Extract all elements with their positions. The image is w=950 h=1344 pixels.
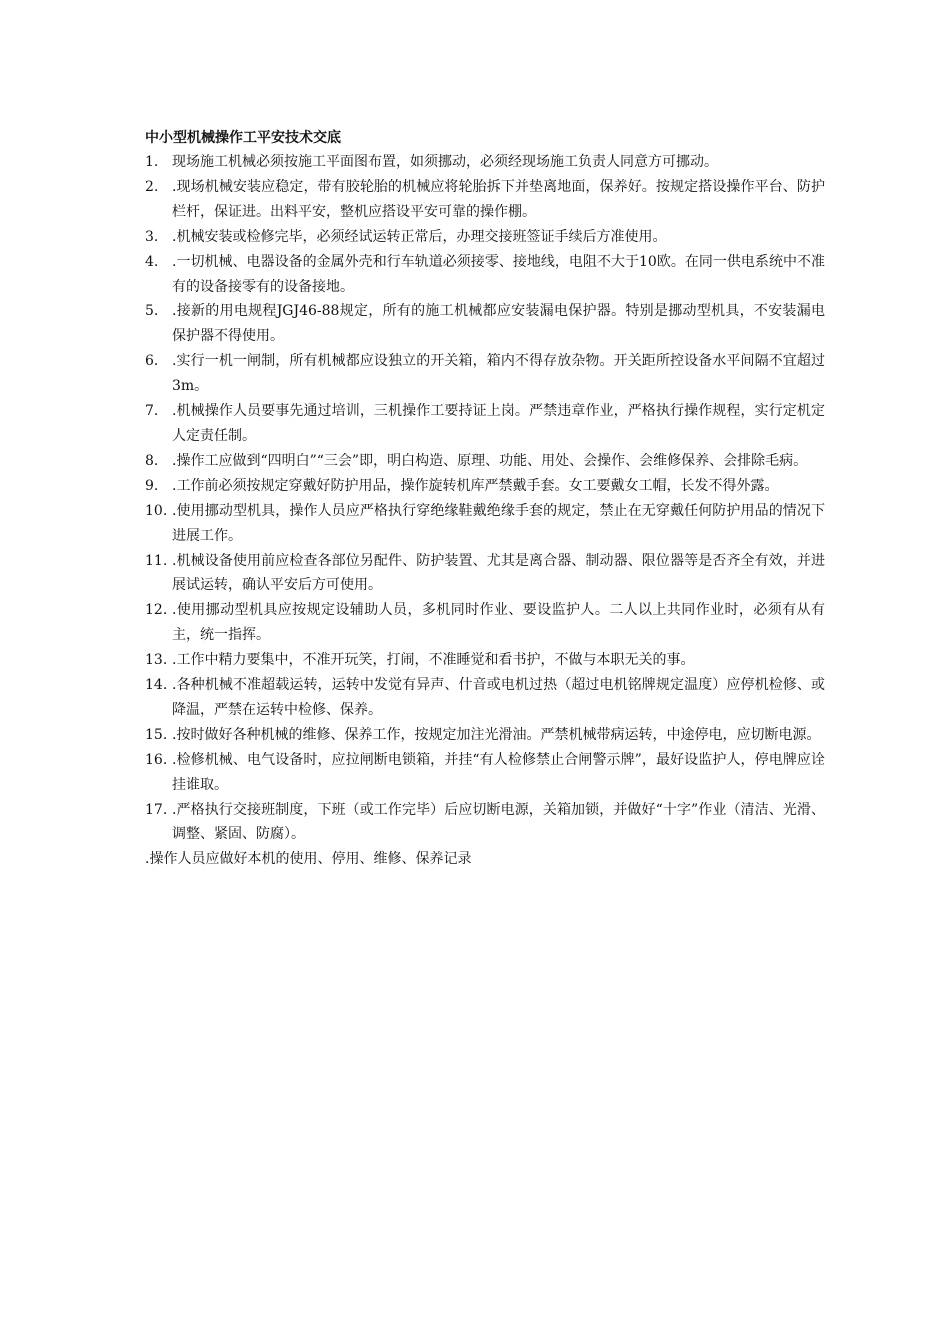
list-item-number: 11. [145,552,168,569]
list-item-number: 14. [145,677,168,694]
list-item-number: 16. [145,751,168,768]
list-item-text: .现场机械安装应稳定，带有胶轮胎的机械应将轮胎拆下并垫离地面，保养好。按规定搭设操作平台、防护栏杆，保证进。出料平安，整机应搭设平安可靠的操作棚。 [172,178,825,220]
list-item-text: .操作工应做到“四明白”“三会”即，明白构造、原理、功能、用处、会操作、会维修保养、会排除毛病。 [172,452,808,469]
list-item-number: 8. [145,452,159,469]
document-page [145,126,825,872]
list-item-number: 17. [145,801,168,818]
list-item-text: .检修机械、电气设备时，应拉闸断电锁箱，并挂“有人检修禁止合闸警示牌”，最好设监护人，停电牌应诠挂谁取。 [172,751,825,793]
list-item-text: 现场施工机械必须按施工平面图布置，如须挪动，必须经现场施工负责人同意方可挪动。 [172,154,718,170]
list-item [145,449,825,474]
list-item-number: 3. [145,228,159,245]
list-item [145,175,825,225]
list-item [145,299,825,349]
list-item [145,748,825,798]
list-item [145,150,825,175]
list-item-text: .使用挪动型机具应按规定设辅助人员，多机同时作业、要设监护人。二人以上共同作业时，必须有从有主，统一指挥。 [172,602,825,644]
list-item-text: .接新的用电规程JGJ46-88规定，所有的施工机械都应安装漏电保护器。特别是挪动型机具，不安装漏电保护器不得使用。 [172,303,825,345]
list-item-number: 15. [145,726,168,743]
list-item-number: 4. [145,253,159,270]
list-item-number: 10. [145,502,168,519]
list-item [145,673,825,723]
list-item [145,474,825,499]
list-item [145,499,825,549]
list-item-text: .一切机械、电器设备的金属外壳和行车轨道必须接零、接地线，电阻不大于10欧。在同一供电系统中不准有的设备接零有的设备接地。 [172,253,825,295]
list-item [145,598,825,648]
list-item-text: .机械安装或检修完毕，必须经试运转正常后，办理交接班签证手续后方准使用。 [172,228,667,245]
list-item-number: 2. [145,178,159,195]
list-item-number: 1. [145,154,159,170]
list-item [145,648,825,673]
closing-note: .操作人员应做好本机的使用、停用、维修、保养记录 [145,851,472,868]
list-item-text: .按时做好各种机械的维修、保养工作，按规定加注光滑油。严禁机械带病运转，中途停电，应切断电源。 [172,726,821,743]
list-item-text: .工作前必须按规定穿戴好防护用品，操作旋转机库严禁戴手套。女工要戴女工帽，长发不得外露。 [172,477,779,494]
list-item [145,798,825,848]
list-item [145,250,825,300]
list-item-number: 6. [145,353,159,370]
list-item-number: 9. [145,477,159,494]
rules-list [145,150,825,847]
list-item-number: 13. [145,652,168,669]
list-item-text: .严格执行交接班制度，下班（或工作完毕）后应切断电源，关箱加锁，并做好“十字”作业（清洁、光滑、调整、紧固、防腐）。 [172,801,825,843]
list-item-number: 5. [145,303,159,320]
list-item-text: .机械设备使用前应检查各部位另配件、防护装置、尤其是离合器、制动器、限位器等是否齐全有效，并进展试运转，确认平安后方可使用。 [172,552,825,594]
list-item-text: .机械操作人员要事先通过培训，三机操作工要持证上岗。严禁违章作业，严格执行操作规程，实行定机定人定责任制。 [172,403,825,444]
list-item [145,549,825,599]
list-item [145,723,825,748]
list-item [145,399,825,449]
list-item [145,349,825,399]
list-item [145,225,825,250]
list-item-text: .使用挪动型机具，操作人员应严格执行穿绝缘鞋戴绝缘手套的规定，禁止在无穿戴任何防护用品的情况下进展工作。 [172,502,825,544]
list-item-text: .工作中精力要集中，不准开玩笑，打闹，不准睡觉和看书护，不做与本职无关的事。 [172,652,695,669]
list-item-number: 7. [145,403,159,420]
list-item-number: 12. [145,602,168,619]
document-title: 中小型机械操作工平安技术交底 [145,130,341,146]
list-item-text: .实行一机一闸制，所有机械都应设独立的开关箱，箱内不得存放杂物。开关距所控设备水平间隔不宜超过3m。 [172,353,825,395]
list-item-text: .各种机械不准超载运转，运转中发觉有异声、什音或电机过热（超过电机铭牌规定温度）应停机检修、或降温，严禁在运转中检修、保养。 [172,677,825,718]
